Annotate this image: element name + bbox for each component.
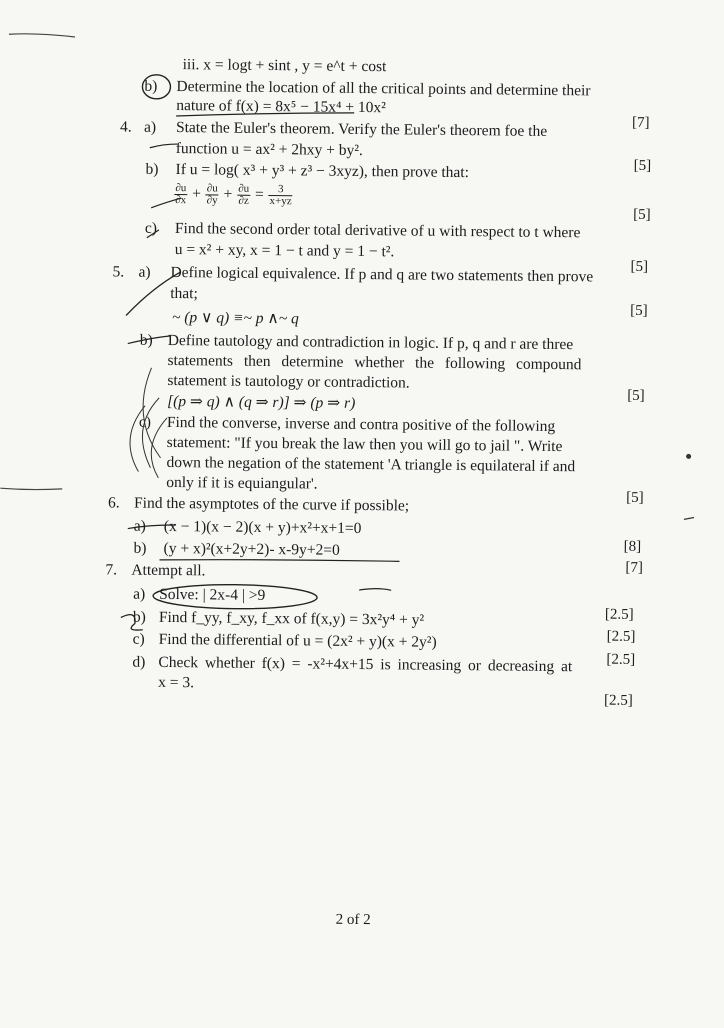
scan-mark-top	[9, 34, 75, 37]
q7b-text: Find f_yy, f_xy, f_xx of f(x,y) = 3x²y⁴ + y²	[158, 608, 425, 629]
q5c-text-1: Find the converse, inverse and contra positive of the following	[166, 413, 556, 436]
q5b-text-3: statement is tautology or contradiction.	[167, 371, 410, 392]
q6a-label: a)	[133, 517, 146, 535]
q5b-mark: [5]	[627, 387, 645, 404]
q4c-mark: [5]	[630, 258, 649, 275]
frac-3-over-x-yz: $\frac{3}{x+yz}$	[269, 183, 292, 208]
q4b-equation: $\frac{\partial u}{\partial x}$ + $\frac{\partial u}{\partial y}$ + $\frac{\partial u}{\partial z}$ = $\frac{3}{x+yz}$	[175, 182, 292, 208]
dash-annotation-7	[359, 588, 391, 590]
scribble-annotation-5c	[130, 398, 168, 478]
q7d-mark: [2.5]	[603, 692, 633, 709]
q6a-mark: [8]	[623, 538, 642, 555]
q7a-text: Solve: | 2x-4 | >9	[159, 585, 266, 604]
q7-number: 7.	[105, 561, 118, 579]
q7c-mark: [2.5]	[606, 651, 636, 668]
q3b-text-2: nature of f(x) = 8x⁵ − 15x⁴ + 10x²	[176, 97, 386, 117]
q5c-text-3: down the negation of the statement 'A triangle is equilateral if and	[166, 453, 576, 476]
page-footer: 2 of 2	[335, 911, 371, 929]
q6b-mark: [7]	[625, 559, 644, 576]
q4b-mark: [5]	[633, 206, 651, 224]
q7d-text-1: Check whether f(x) = -x²+4x+15 is increasing or decreasing at	[158, 653, 573, 676]
q4c-text-1: Find the second order total derivative of u with respect to t where	[174, 220, 581, 242]
q6a-equation: (x − 1)(x − 2)(x + y)+x²+x+1=0	[163, 517, 362, 537]
q3b-text-1: Determine the location of all the critical points and determine their	[176, 78, 591, 100]
speck-dash	[684, 517, 694, 519]
q4a-text-2: function u = ax² + 2hxy + by².	[175, 140, 363, 159]
q5c-text-2: statement: "If you break the law then you will go to jail ". Write	[166, 433, 563, 456]
q6-text: Find the asymptotes of the curve if possible;	[133, 494, 410, 515]
q5c-text-4: only if it is equiangular'.	[166, 473, 318, 493]
q7d-label: d)	[132, 653, 146, 671]
q4a-text-1: State the Euler's theorem. Verify the Euler's theorem foe the	[175, 119, 548, 140]
q5b-text-1: Define tautology and contradiction in logic. If p, q and r are three	[167, 331, 574, 354]
q5b-compound-statement: [(p ⇒ q) ∧ (q ⇒ r)] ⇒ (p ⇒ r)	[167, 392, 356, 412]
q5a-mark: [5]	[630, 302, 648, 319]
q7-text: Attempt all.	[131, 561, 206, 580]
scan-mark-left	[0, 488, 62, 490]
q7a-label: a)	[133, 585, 146, 603]
frac-du-dz: $\frac{\partial u}{\partial z}$	[238, 182, 250, 207]
q6-number: 6.	[107, 494, 120, 512]
q5b-label: b)	[139, 331, 153, 349]
q6b-label: b)	[133, 539, 147, 557]
dash-annotation-4a	[150, 144, 178, 148]
q4c-label: c)	[144, 219, 158, 237]
q5-number: 5.	[112, 263, 125, 281]
q5a-text-1: Define logical equivalence. If p and q are two statements then prove	[170, 263, 594, 286]
q5c-label: c)	[138, 413, 152, 431]
q4c-text-2: u = x² + xy, x = 1 − t and y = 1 − t².	[174, 241, 395, 261]
q7b-label: b)	[132, 608, 146, 626]
q5c-mark: [5]	[626, 489, 644, 506]
q7c-label: c)	[132, 630, 145, 648]
q4-number: 4.	[119, 118, 132, 136]
q7b-mark: [2.5]	[606, 628, 636, 645]
q4b-label: b)	[145, 160, 159, 178]
q7a-mark: [2.5]	[604, 606, 634, 623]
q5a-equivalence: ~ (p ∨ q) ≡~ p ∧~ q	[171, 309, 299, 328]
q7d-text-2: x = 3.	[158, 673, 195, 692]
q4a-mark: [5]	[633, 157, 652, 175]
q7c-text: Find the differential of u = (2x² + y)(x + 2y²)	[158, 630, 437, 651]
q3a-iii-text: iii. x = logt + sint , y = e^t + cost	[182, 56, 387, 76]
q5a-label: a)	[138, 263, 151, 281]
q3b-label: b)	[144, 77, 158, 95]
frac-du-dy: $\frac{\partial u}{\partial y}$	[206, 182, 218, 207]
q3b-mark: [7]	[632, 114, 650, 131]
frac-du-dx: $\frac{\partial u}{\partial x}$	[175, 182, 187, 207]
q4a-label: a)	[143, 118, 157, 136]
q5b-text-2: statements then determine whether the following compound	[167, 351, 582, 374]
q5a-text-2: that;	[170, 284, 198, 303]
speck-dot	[686, 454, 691, 459]
q4b-text-1: If u = log( x³ + y³ + z³ − 3xyz), then prove that:	[175, 161, 470, 182]
q6b-equation: (y + x)²(x+2y+2)- x-9y+2=0	[163, 539, 340, 559]
